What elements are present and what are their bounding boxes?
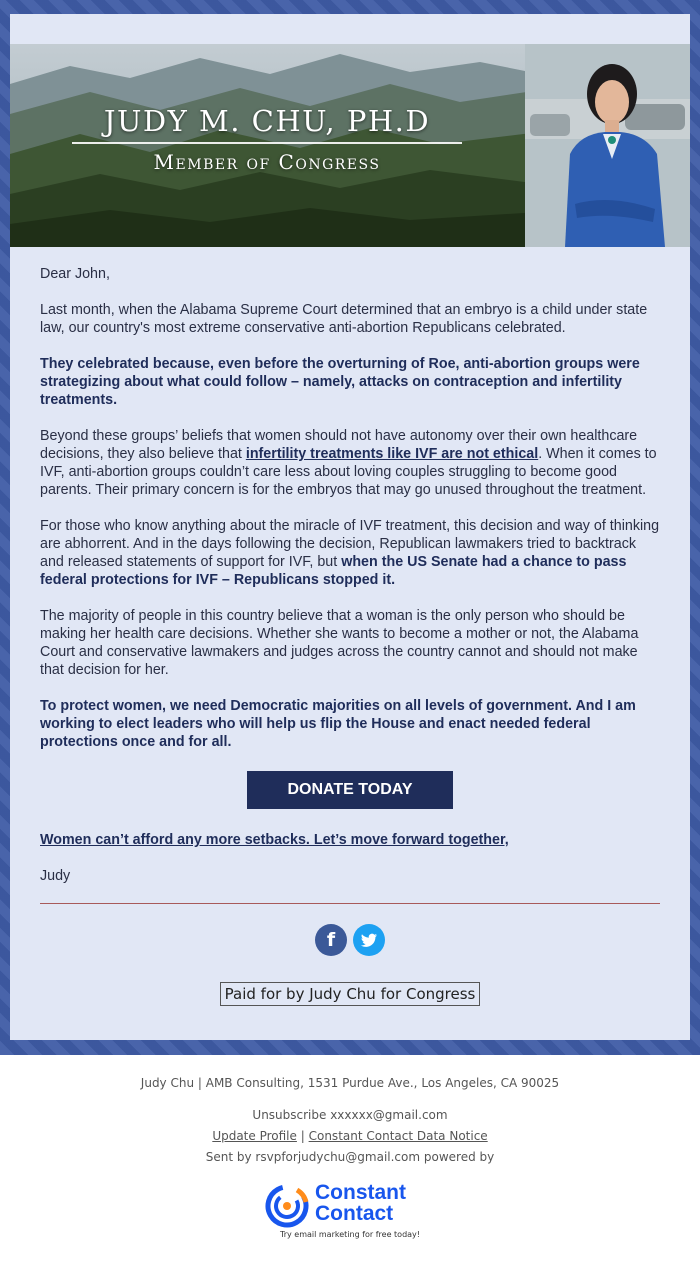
paragraph-3	[40, 427, 660, 499]
card-top-spacer	[10, 14, 690, 44]
paragraph-6: To protect women, we need Democratic majorities on all levels of government. And I am working to elect leaders who will help us flip the House and enact needed federal protections once and for all.	[40, 698, 636, 750]
banner-divider	[72, 142, 462, 144]
constant-contact-wordmark	[315, 1182, 406, 1224]
paragraph-3-part-a: Beyond these groups’ beliefs that women should not have autonomy over their own healthcare decisions, they also believe that	[40, 428, 638, 462]
logo-tagline: Try email marketing for free today!	[280, 1230, 420, 1239]
paid-for-container	[40, 982, 660, 1006]
paid-for-disclaimer: Paid for by Judy Chu for Congress	[220, 982, 481, 1006]
greeting: Dear John,	[40, 266, 110, 282]
logo-word-2: Contact	[315, 1202, 394, 1225]
logo-word-1: Constant	[315, 1181, 406, 1204]
donate-button[interactable]: DONATE TODAY	[247, 771, 453, 809]
closing-paragraph	[40, 831, 660, 849]
update-profile-link[interactable]: Update Profile	[212, 1129, 297, 1143]
data-notice-link[interactable]: Constant Contact Data Notice	[308, 1129, 488, 1143]
paragraph-4-bold: when the US Senate had a chance to pass federal protections for IVF – Republicans stopped it.	[40, 554, 627, 588]
sent-by-line: Sent by rsvpforjudychu@gmail.com powered by	[205, 1150, 495, 1164]
congresswoman-photo	[525, 44, 690, 247]
signature: Judy	[40, 868, 71, 884]
constant-contact-mark-icon	[265, 1184, 309, 1228]
twitter-icon[interactable]	[353, 924, 385, 956]
facebook-icon[interactable]: f	[315, 924, 347, 956]
candidate-name: JUDY M. CHU, PH.D	[103, 104, 431, 138]
sender-address: Judy Chu | AMB Consulting, 1531 Purdue Ave., Los Angeles, CA 90025	[140, 1076, 560, 1090]
ivf-ethics-link[interactable]: infertility treatments like IVF are not ethical	[245, 446, 539, 462]
header-banner	[10, 44, 690, 247]
footer-links	[0, 1129, 700, 1143]
content-divider	[40, 903, 660, 904]
portrait-illustration	[525, 44, 690, 247]
paragraph-4-part-a: For those who know anything about the miracle of IVF treatment, this decision and way of thinking are abhorrent. And in the days following the decision, Republican lawmakers tried to backtrack and released statements of support for IVF, but	[40, 518, 660, 570]
paragraph-4	[40, 517, 660, 589]
unsubscribe-link[interactable]: Unsubscribe xxxxxx@gmail.com	[252, 1108, 448, 1122]
paragraph-5: The majority of people in this country believe that a woman is the only person who should be making her health care decisions. Whether she wants to become a mother or not, the Alabama Court and conservative lawmakers and judges across the country cannot and should not make that decision for her.	[40, 608, 639, 678]
paragraph-3-part-b: . When it comes to IVF, anti-abortion groups couldn’t care less about loving couples struggling to become good parents. Their primary concern is for the embryos that may go unused throughout the treatment.	[40, 446, 657, 498]
donate-container	[40, 771, 660, 809]
email-footer	[0, 1055, 700, 1270]
email-card	[10, 14, 690, 1040]
twitter-bird-glyph	[353, 924, 385, 956]
closing-link[interactable]: Women can’t afford any more setbacks. Let’s move forward together,	[40, 832, 509, 848]
banner-heading	[72, 104, 462, 174]
paragraph-1: Last month, when the Alabama Supreme Court determined that an embryo is a child under state law, our country's most extreme conservative anti-abortion Republicans celebrated.	[40, 302, 648, 336]
constant-contact-logo[interactable]	[265, 1182, 435, 1244]
footer-separator: |	[300, 1129, 305, 1143]
email-body	[10, 247, 690, 1006]
social-links	[40, 924, 660, 956]
candidate-title: Member of Congress	[153, 150, 381, 174]
paragraph-2: They celebrated because, even before the overturning of Roe, anti-abortion groups were strategizing about what could follow – namely, attacks on contraception and infertility treatments.	[40, 356, 640, 408]
